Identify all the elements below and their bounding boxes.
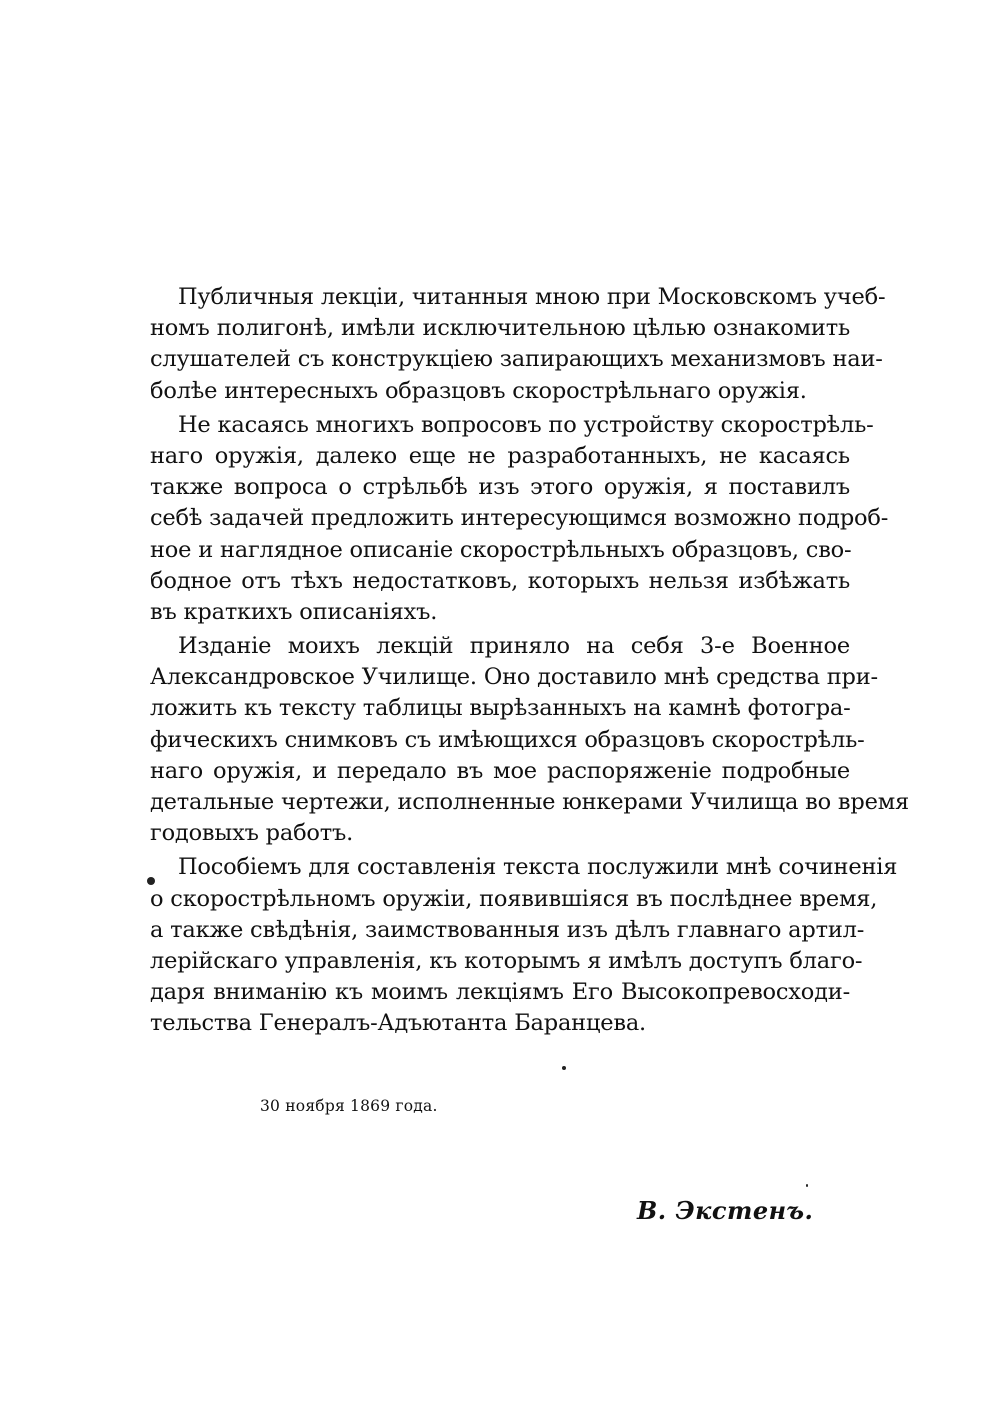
text-line: наго оружія, далеко еще не разработанныхъ, не касаясь	[150, 442, 850, 469]
text-line: Публичныя лекціи, читанныя мною при Московскомъ учеб-	[178, 284, 886, 310]
text-line: даря вниманію къ моимъ лекціямъ Его Высокопревосходи-	[150, 979, 850, 1006]
text-line: Не касаясь многихъ вопросовъ по устройству скорострѣль-	[178, 411, 874, 438]
text-line: лерійскаго управленія, къ которымъ я имѣлъ доступъ благо-	[150, 947, 863, 974]
paragraph-3	[150, 631, 909, 849]
text-line: бодное отъ тѣхъ недостатковъ, которыхъ нельзя избѣжать	[150, 567, 850, 594]
text-line: наго оружія, и передало въ мое распоряженіе подробные	[150, 757, 850, 784]
text-line: тельства Генералъ-Адъютанта Баранцева.	[150, 1010, 646, 1037]
text-line: слушателей съ конструкціею запирающихъ механизмовъ наи-	[150, 346, 883, 373]
text-line: также вопроса о стрѣльбѣ изъ этого оружія, я поставилъ	[150, 474, 850, 501]
paragraph-4	[150, 852, 898, 1039]
scan-speck	[147, 877, 155, 885]
text-line: Пособіемъ для составленія текста послужили мнѣ сочиненія	[178, 854, 898, 881]
preface-text	[150, 282, 909, 1043]
text-line: номъ полигонѣ, имѣли исключительною цѣлью ознакомить	[150, 315, 850, 342]
text-line: ложить къ тексту таблицы вырѣзанныхъ на камнѣ фотогра-	[150, 695, 851, 722]
date-line: 30 ноября 1869 года.	[260, 1097, 438, 1115]
text-line: себѣ задачей предложить интересующимся возможно подроб-	[150, 505, 889, 532]
text-line: Изданіе моихъ лекцій приняло на себя 3-е Военное	[178, 633, 850, 660]
text-line: фическихъ снимковъ съ имѣющихся образцовъ скорострѣль-	[150, 726, 865, 753]
text-line: годовыхъ работъ.	[150, 820, 354, 847]
text-line: а также свѣдѣнія, заимствованныя изъ дѣлъ главнаго артил-	[150, 916, 865, 943]
text-line: въ краткихъ описаніяхъ.	[150, 598, 438, 625]
paragraph-1	[150, 282, 886, 407]
text-line: о скорострѣльномъ оружіи, появившіяся въ послѣднее время,	[150, 885, 878, 912]
author-signature: В. Экстенъ.	[637, 1196, 814, 1225]
text-line: Александровское Училище. Оно доставило мнѣ средства при-	[150, 664, 878, 691]
scan-speck	[806, 1184, 808, 1187]
text-line: детальные чертежи, исполненные юнкерами Училища во время	[150, 789, 909, 815]
text-line: болѣе интересныхъ образцовъ скорострѣльнаго оружія.	[150, 377, 807, 404]
scan-speck	[562, 1066, 566, 1070]
text-line: ное и наглядное описаніе скорострѣльныхъ образцовъ, сво-	[150, 536, 852, 563]
paragraph-2	[150, 410, 889, 628]
